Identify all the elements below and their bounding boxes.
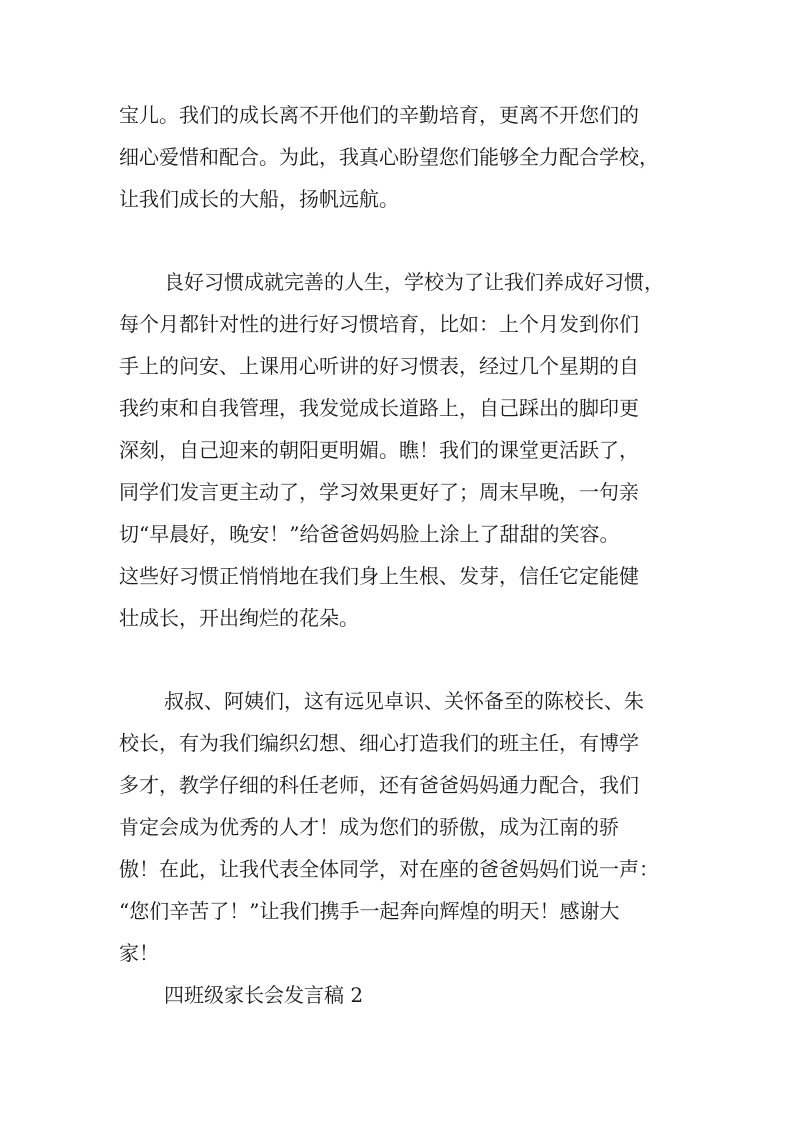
paragraph-2-line-1: 良好习惯成就完善的人生，学校为了让我们养成好习惯， — [164, 270, 664, 294]
paragraph-2-line-9: 壮成长，开出绚烂的花朵。 — [119, 606, 359, 630]
paragraph-3-line-4: 肯定会成为优秀的人才！成为您们的骄傲，成为江南的骄 — [119, 815, 619, 839]
paragraph-1-line-3: 让我们成长的大船，扬帆远航。 — [119, 187, 399, 211]
paragraph-3-line-1: 叔叔、阿姨们，这有远见卓识、关怀备至的陈校长、朱 — [164, 689, 644, 713]
section-heading: 四班级家长会发言稿 2 — [164, 983, 364, 1007]
paragraph-3-line-2: 校长，有为我们编织幻想、细心打造我们的班主任，有博学 — [119, 731, 639, 755]
paragraph-3-line-3: 多才，教学仔细的科任老师，还有爸爸妈妈通力配合，我们 — [119, 773, 639, 797]
paragraph-3-line-7: 家！ — [119, 941, 159, 965]
paragraph-2-line-2: 每个月都针对性的进行好习惯培育，比如：上个月发到你们 — [119, 312, 639, 336]
paragraph-2-line-7: 切“早晨好，晚安！”给爸爸妈妈脸上涂上了甜甜的笑容。 — [119, 522, 620, 546]
paragraph-2-line-8: 这些好习惯正悄悄地在我们身上生根、发芽，信任它定能健 — [119, 564, 639, 588]
paragraph-2-line-5: 深刻，自己迎来的朝阳更明媚。瞧！我们的课堂更活跃了， — [119, 438, 639, 462]
paragraph-3-line-6: “您们辛苦了！”让我们携手一起奔向辉煌的明天！感谢大 — [119, 899, 620, 923]
paragraph-2-line-4: 我约束和自我管理，我发觉成长道路上，自己踩出的脚印更 — [119, 396, 639, 420]
paragraph-3-line-5: 傲！在此，让我代表全体同学，对在座的爸爸妈妈们说一声： — [119, 857, 659, 881]
paragraph-1-line-2: 细心爱惜和配合。为此，我真心盼望您们能够全力配合学校， — [119, 145, 659, 169]
paragraph-2-line-6: 同学们发言更主动了，学习效果更好了；周末早晚，一句亲 — [119, 480, 639, 504]
paragraph-1-line-1: 宝儿。我们的成长离不开他们的辛勤培育，更离不开您们的 — [119, 103, 639, 127]
paragraph-2-line-3: 手上的问安、上课用心听讲的好习惯表，经过几个星期的自 — [119, 354, 639, 378]
